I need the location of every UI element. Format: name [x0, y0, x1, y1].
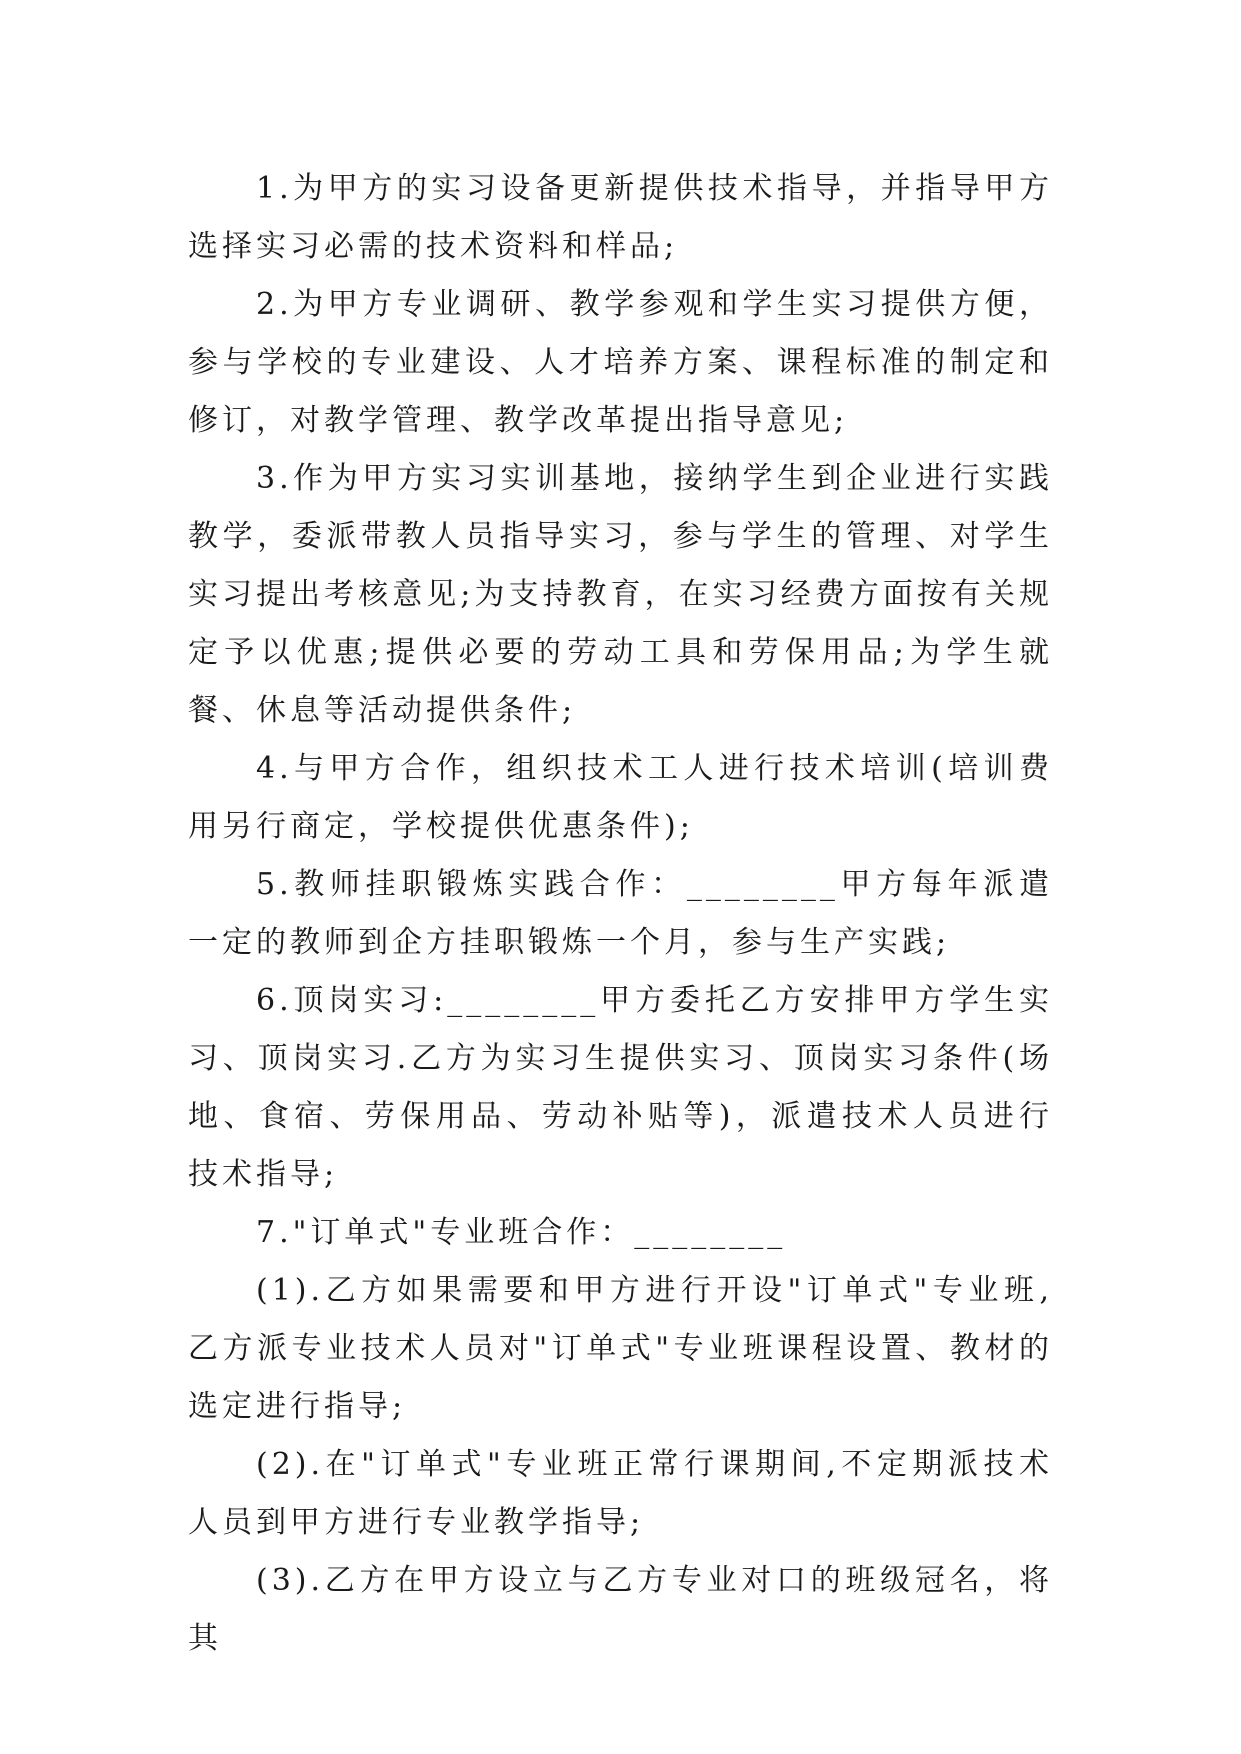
- paragraph-subitem-3: (3).乙方在甲方设立与乙方专业对口的班级冠名，将其: [188, 1563, 1053, 1656]
- paragraph-item-7: 7."订单式"专业班合作：________: [256, 1215, 787, 1250]
- paragraph-subitem-2: (2).在"订单式"专业班正常行课期间,不定期派技术人员到甲方进行专业教学指导;: [188, 1447, 1053, 1540]
- paragraph-item-1: 1.为甲方的实习设备更新提供技术指导，并指导甲方选择实习必需的技术资料和样品;: [188, 171, 1053, 264]
- paragraph-item-4: 4.与甲方合作，组织技术工人进行技术培训(培训费用另行商定，学校提供优惠条件);: [188, 751, 1053, 844]
- document-body: [188, 160, 1053, 1668]
- paragraph-item-5: 5.教师挂职锻炼实践合作：________甲方每年派遣一定的教师到企方挂职锻炼一个月，参与生产实践;: [188, 867, 1053, 960]
- paragraph-item-3: 3.作为甲方实习实训基地，接纳学生到企业进行实践教学，委派带教人员指导实习，参与学生的管理、对学生实习提出考核意见;为支持教育，在实习经费方面按有关规定予以优惠;提供必要的劳动工具和劳保用品;为学生就餐、休息等活动提供条件;: [188, 461, 1053, 728]
- paragraph-item-2: 2.为甲方专业调研、教学参观和学生实习提供方便，参与学校的专业建设、人才培养方案、课程标准的制定和修订，对教学管理、教学改革提出指导意见;: [188, 287, 1053, 438]
- paragraph-subitem-1: (1).乙方如果需要和甲方进行开设"订单式"专业班,乙方派专业技术人员对"订单式"专业班课程设置、教材的选定进行指导;: [188, 1273, 1053, 1424]
- paragraph-item-6: 6.顶岗实习:________甲方委托乙方安排甲方学生实习、顶岗实习.乙方为实习生提供实习、顶岗实习条件(场地、食宿、劳保用品、劳动补贴等)，派遣技术人员进行技术指导;: [188, 983, 1053, 1192]
